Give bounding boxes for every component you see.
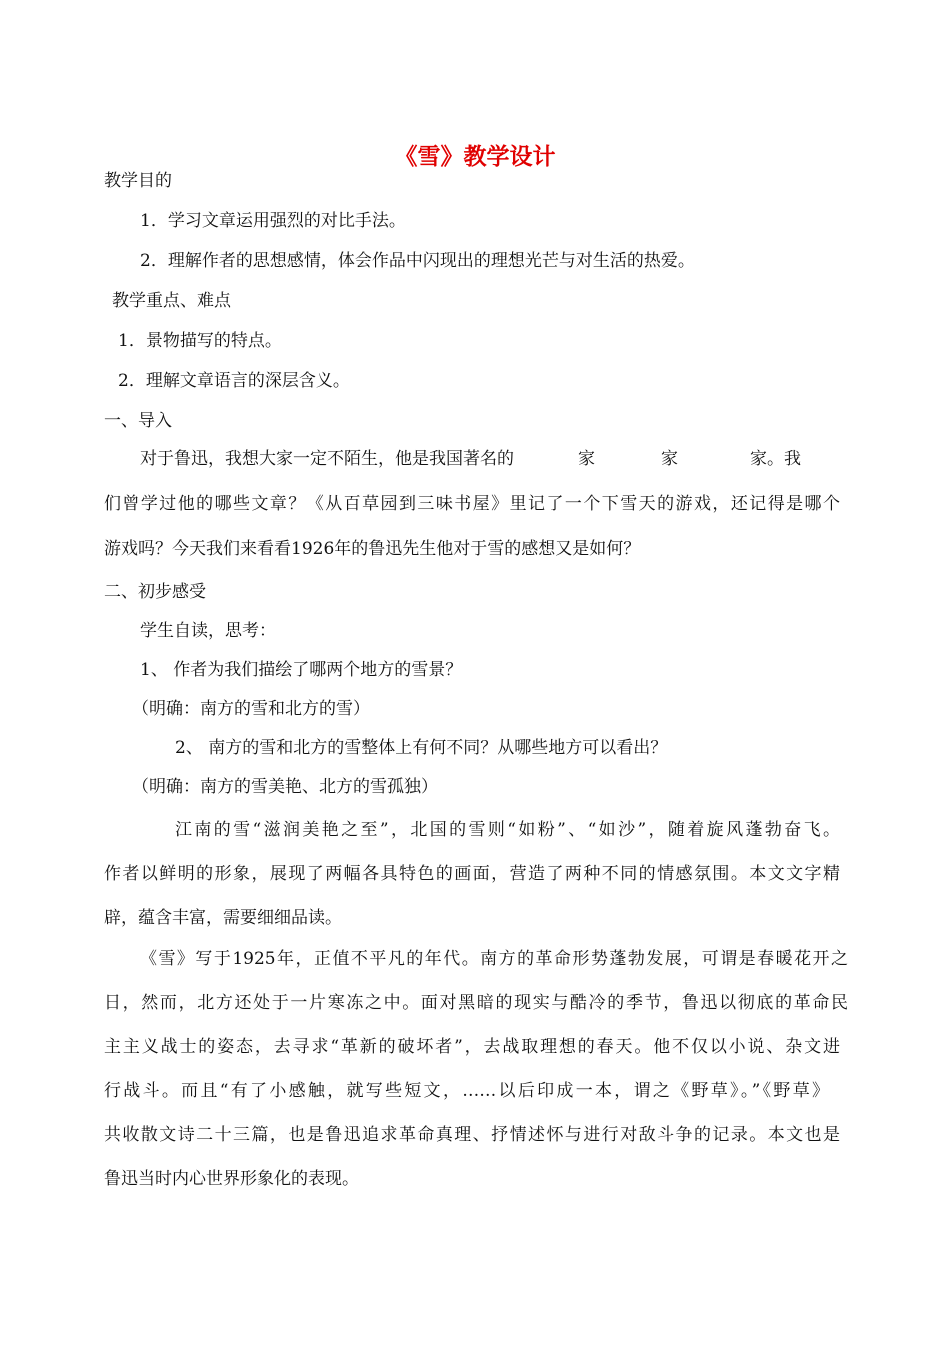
key-point-item: 2．理解文章语言的深层含义。 (118, 371, 350, 391)
question-2: 2、 南方的雪和北方的雪整体上有何不同？从哪些地方可以看出？ (175, 738, 668, 758)
body-paragraph-line: 江南的雪“滋润美艳之至”，北国的雪则“如粉”、“如沙”，随着旋风蓬勃奋飞。 (175, 820, 840, 840)
section-heading-intro: 一、导入 (104, 411, 172, 431)
page-title: 《雪》教学设计 (394, 144, 556, 170)
fill-blank-word: 家。我 (750, 449, 801, 469)
section-heading-reading: 二、初步感受 (104, 582, 206, 602)
answer-1: （明确：南方的雪和北方的雪） (132, 699, 370, 719)
intro-paragraph-line (140, 447, 840, 471)
fill-blank-word: 家 (578, 449, 595, 469)
reading-instruction: 学生自读，思考： (140, 621, 276, 641)
objectives-heading: 教学目的 (104, 171, 172, 191)
body-paragraph-line: 共收散文诗二十三篇，也是鲁迅追求革命真理、抒情述怀与进行对敌斗争的记录。本文也是 (104, 1125, 840, 1145)
question-1: 1、 作者为我们描绘了哪两个地方的雪景？ (140, 660, 463, 680)
intro-text: 对于鲁迅，我想大家一定不陌生，他是我国著名的 (140, 449, 514, 469)
intro-paragraph-line: 游戏吗？今天我们来看看1926年的鲁迅先生他对于雪的感想又是如何？ (104, 539, 641, 559)
objective-item: 2．理解作者的思想感情，体会作品中闪现出的理想光芒与对生活的热爱。 (140, 251, 695, 271)
fill-blank-word: 家 (661, 449, 678, 469)
key-point-item: 1．景物描写的特点。 (118, 331, 282, 351)
body-paragraph-line: 主主义战士的姿态，去寻求“革新的破坏者”，去战取理想的春天。他不仅以小说、杂文进 (104, 1037, 840, 1057)
body-paragraph-line: 《雪》写于1925年，正值不平凡的年代。南方的革命形势蓬勃发展，可谓是春暖花开之 (140, 949, 848, 969)
objective-item: 1．学习文章运用强烈的对比手法。 (140, 211, 406, 231)
body-paragraph-line: 鲁迅当时内心世界形象化的表现。 (104, 1169, 359, 1189)
key-points-heading: 教学重点、难点 (112, 291, 231, 311)
body-paragraph-line: 作者以鲜明的形象，展现了两幅各具特色的画面，营造了两种不同的情感氛围。本文文字精 (104, 864, 840, 884)
body-paragraph-line: 辟，蕴含丰富，需要细细品读。 (104, 908, 342, 928)
answer-2: （明确：南方的雪美艳、北方的雪孤独） (132, 777, 438, 797)
intro-paragraph-line: 们曾学过他的哪些文章？《从百草园到三味书屋》里记了一个下雪天的游戏，还记得是哪个 (104, 494, 840, 514)
body-paragraph-line: 行战斗。而且“有了小感触，就写些短文，……以后印成一本，谓之《野草》。”《野草》 (104, 1081, 829, 1101)
body-paragraph-line: 日，然而，北方还处于一片寒冻之中。面对黑暗的现实与酷冷的季节，鲁迅以彻底的革命民 (104, 993, 848, 1013)
